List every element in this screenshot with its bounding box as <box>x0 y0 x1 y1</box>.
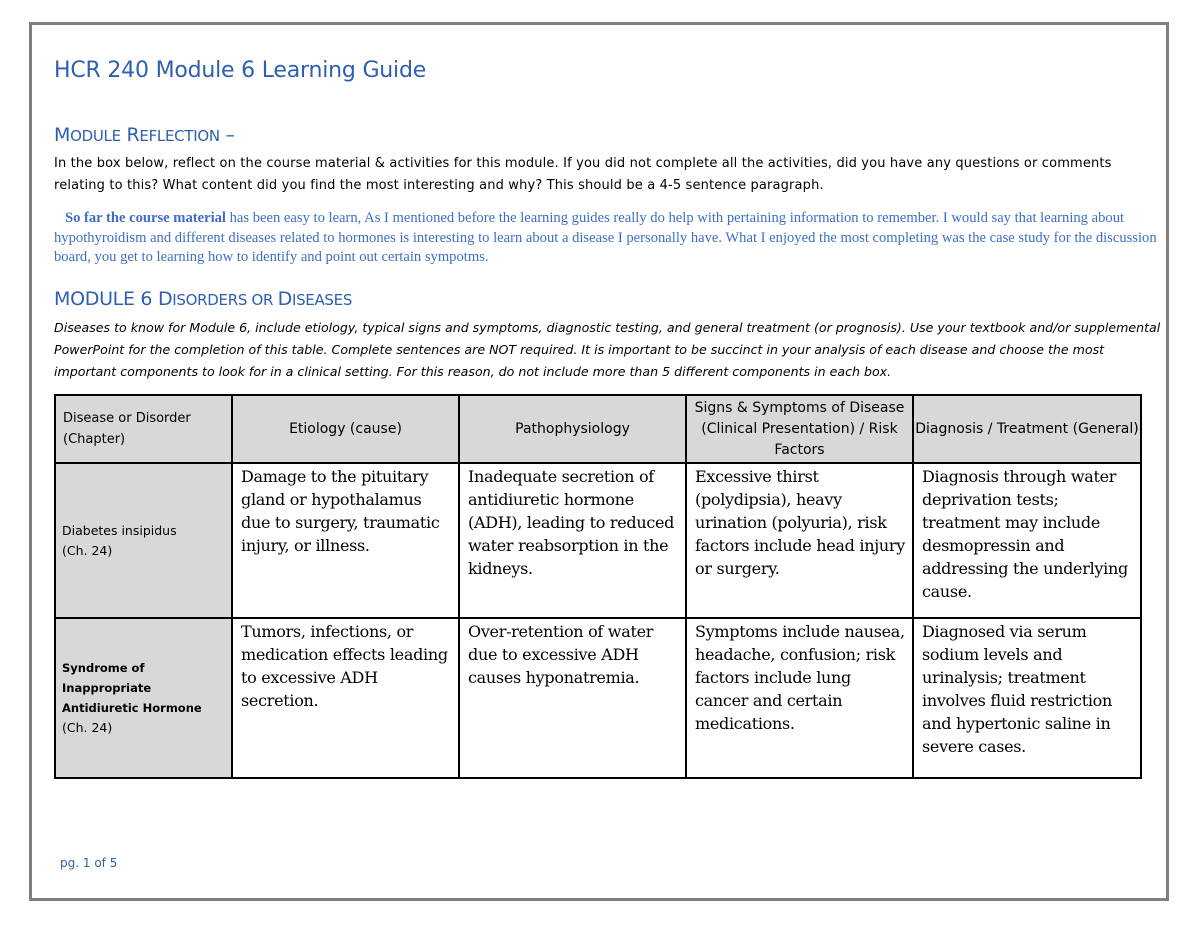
header-diagnosis-treatment: Diagnosis / Treatment (General) <box>913 395 1141 463</box>
reflection-heading: MODULE REFLECTION – <box>54 124 235 146</box>
reflection-instructions: In the box below, reflect on the course material & activities for this module. If you did not complete all the activities, did you have any questions or comments relating to this? What content did you find the most interesting and why? This should be a 4-5 sentence paragraph. <box>54 156 1112 193</box>
diagnosis-treatment-cell[interactable]: Diagnosed via serum sodium levels and urinalysis; treatment involves fluid restriction and hypertonic saline in severe cases. <box>913 618 1141 778</box>
page-number: pg. 1 of 5 <box>60 856 118 870</box>
etiology-cell[interactable]: Tumors, infections, or medication effects leading to excessive ADH secretion. <box>232 618 459 778</box>
pathophysiology-cell[interactable]: Inadequate secretion of antidiuretic hormone (ADH), leading to reduced water reabsorption in the kidneys. <box>459 463 686 618</box>
disease-table <box>54 394 1142 779</box>
table-row <box>55 618 1141 778</box>
etiology-cell[interactable]: Damage to the pituitary gland or hypothalamus due to surgery, traumatic injury, or illness. <box>232 463 459 618</box>
table-row <box>55 463 1141 618</box>
header-etiology: Etiology (cause) <box>232 395 459 463</box>
header-disease: Disease or Disorder (Chapter) <box>55 395 232 463</box>
header-signs-symptoms: Signs & Symptoms of Disease (Clinical Presentation) / Risk Factors <box>686 395 913 463</box>
disorders-heading: MODULE 6 DISORDERS OR DISEASES <box>54 288 353 310</box>
disease-name-cell <box>55 618 232 778</box>
reflection-answer-lead: So far the course material <box>64 210 226 226</box>
disease-name: Diabetes insipidus <box>62 522 177 538</box>
reflection-answer[interactable] <box>54 209 1159 268</box>
document-title: HCR 240 Module 6 Learning Guide <box>54 58 427 83</box>
disease-chapter: (Ch. 24) <box>62 720 113 735</box>
table-instructions: Diseases to know for Module 6, include etiology, typical signs and symptoms, diagnostic testing, and general treatment (or prognosis). Use your textbook and/or supplemental PowerPoint for the completion of this table. Complete sentences are NOT required. It is important to be succinct in your analysis of each disease and choose the most important components to look for in a clinical setting. For this reason, do not include more than 5 different components in each box. <box>54 320 1161 379</box>
diagnosis-treatment-cell[interactable]: Diagnosis through water deprivation tests; treatment may include desmopressin and addressing the underlying cause. <box>913 463 1141 618</box>
header-pathophysiology: Pathophysiology <box>459 395 686 463</box>
disease-name-cell <box>55 463 232 618</box>
signs-symptoms-cell[interactable]: Symptoms include nausea, headache, confusion; risk factors include lung cancer and certain medications. <box>686 618 913 778</box>
pathophysiology-cell[interactable]: Over-retention of water due to excessive ADH causes hyponatremia. <box>459 618 686 778</box>
signs-symptoms-cell[interactable]: Excessive thirst (polydipsia), heavy urination (polyuria), risk factors include head injury or surgery. <box>686 463 913 618</box>
reflection-answer-body: has been easy to learn, As I mentioned before the learning guides really do help with pertaining information to remember. I would say that learning about hypothyroidism and different diseases related to hormones is interesting to learn about a disease I personally have. What I enjoyed the most completing was the case study for the discussion board, you get to learning how to identify and point out certain sympotms. <box>54 210 1157 265</box>
disease-chapter: (Ch. 24) <box>62 542 113 558</box>
table-header-row <box>55 395 1141 463</box>
disease-name: Syndrome of Inappropriate Antidiuretic Hormone <box>62 661 202 715</box>
